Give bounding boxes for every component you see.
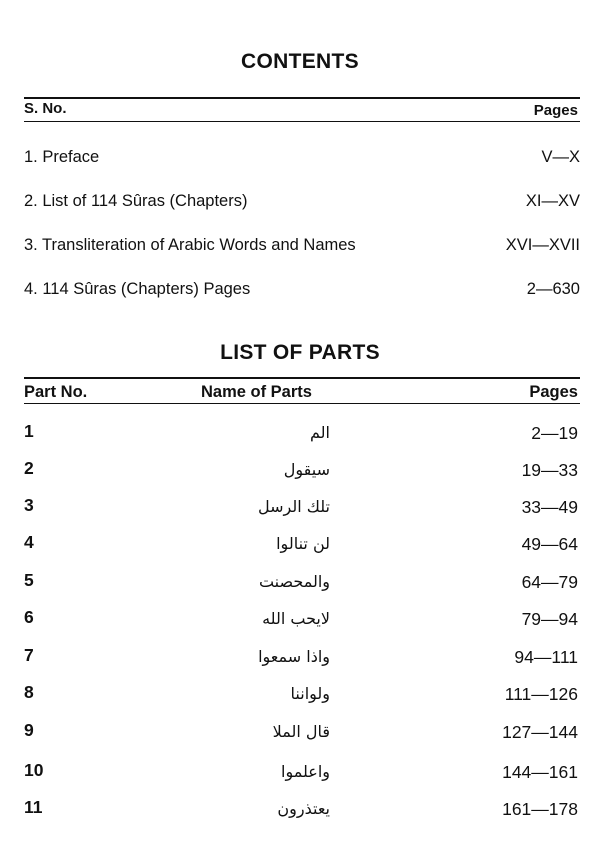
part-name: واذا سمعوا (258, 647, 330, 666)
parts-header-rule-bottom (24, 403, 580, 404)
part-pages: 161—178 (502, 799, 578, 819)
parts-header-part-no: Part No. (24, 383, 88, 401)
part-name: والمحصنت (258, 572, 330, 591)
contents-header-rule-top (24, 97, 580, 99)
part-name: لن تنالوا (276, 534, 330, 553)
part-name: يعتذرون (277, 799, 330, 818)
contents-header-sno: S. No. (24, 100, 67, 117)
parts-header-pages: Pages (529, 383, 578, 401)
part-name: تلك الرسل (258, 497, 330, 516)
contents-row-pages: XVI—XVII (505, 236, 580, 254)
part-pages: 64—79 (521, 572, 578, 592)
parts-title: LIST OF PARTS (220, 341, 380, 364)
part-number: 5 (24, 570, 34, 590)
part-pages: 33—49 (521, 497, 578, 517)
contents-row-label: 1. Preface (24, 148, 100, 166)
part-number: 1 (24, 421, 34, 441)
contents-title: CONTENTS (241, 50, 359, 73)
contents-row-pages: 2—630 (526, 280, 580, 298)
part-number: 11 (24, 797, 43, 817)
contents-row-label: 4. 114 Sûras (Chapters) Pages (24, 280, 251, 298)
part-number: 10 (24, 760, 44, 780)
part-number: 3 (24, 495, 34, 515)
part-pages: 49—64 (521, 534, 578, 554)
contents-row-pages: V—X (541, 148, 580, 166)
part-pages: 144—161 (502, 762, 578, 782)
part-name: سيقول (283, 460, 330, 479)
part-number: 6 (24, 607, 34, 627)
part-name: قال الملا (272, 722, 330, 741)
contents-row-pages: XI—XV (525, 192, 580, 210)
part-number: 7 (24, 645, 34, 665)
contents-row-label: 2. List of 114 Sûras (Chapters) (24, 192, 248, 210)
part-pages: 127—144 (502, 722, 578, 742)
contents-row-label: 3. Transliteration of Arabic Words and Names (24, 236, 356, 254)
part-name: لايحب الله (262, 609, 330, 628)
part-number: 4 (24, 532, 34, 552)
part-name: الم (310, 423, 330, 442)
part-pages: 19—33 (521, 460, 578, 480)
part-pages: 79—94 (521, 609, 578, 629)
part-name: واعلموا (281, 762, 330, 781)
part-number: 9 (24, 720, 34, 740)
contents-header-pages: Pages (533, 102, 578, 119)
part-number: 8 (24, 682, 34, 702)
parts-header-rule-top (24, 377, 580, 379)
part-number: 2 (24, 458, 34, 478)
part-pages: 111—126 (504, 684, 578, 704)
part-pages: 94—111 (514, 647, 578, 667)
part-name: ولواننا (290, 684, 330, 703)
part-pages: 2—19 (531, 423, 578, 443)
parts-header-name: Name of Parts (201, 383, 312, 401)
contents-header-rule-bottom (24, 121, 580, 122)
